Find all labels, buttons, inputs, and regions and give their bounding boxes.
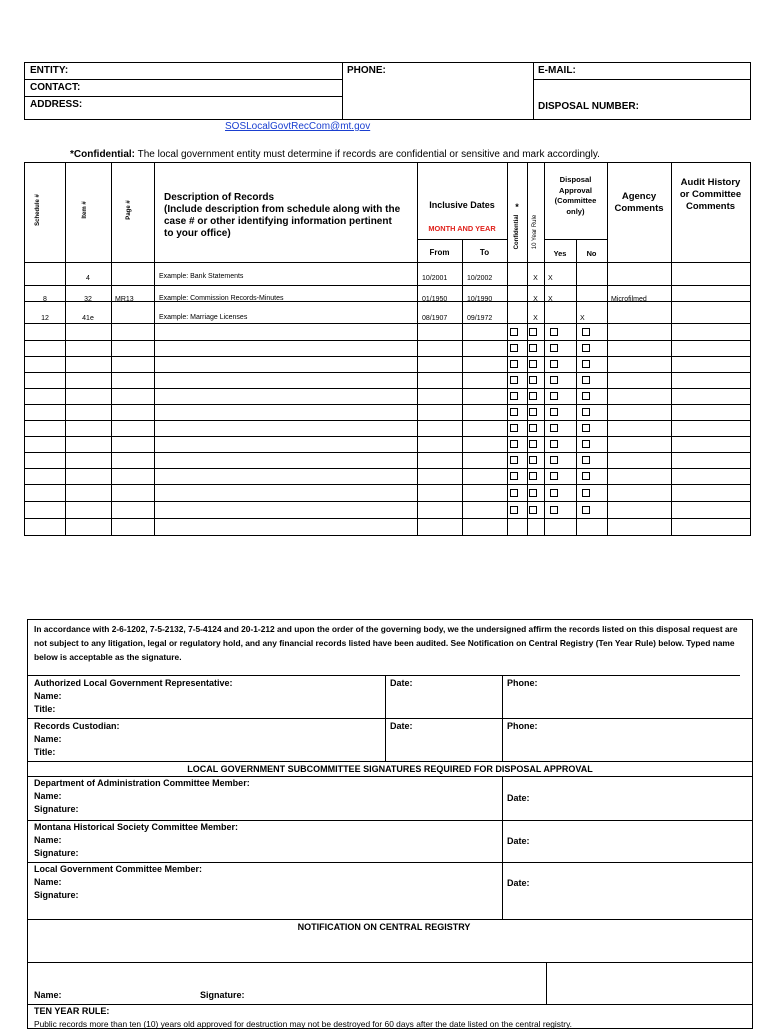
page-header: Page #: [126, 200, 132, 220]
mhs-name-label: Name:: [34, 835, 62, 845]
yes-checkbox[interactable]: [550, 456, 558, 464]
lg-name-label: Name:: [34, 877, 62, 887]
description-header-line3: case # or other identifying information pertinent: [164, 216, 392, 227]
no-checkbox[interactable]: [582, 408, 590, 416]
ten-year-rule-checkbox[interactable]: [529, 328, 537, 336]
disposal-number-label: DISPOSAL NUMBER:: [538, 101, 639, 112]
lg-signature-label: Signature:: [34, 890, 79, 900]
row-description: Example: Commission Records-Minutes: [159, 295, 284, 302]
row-to: 10/2002: [467, 275, 493, 282]
row-item: 4: [86, 275, 90, 282]
yes-header: Yes: [553, 249, 567, 258]
address-label: ADDRESS:: [30, 99, 83, 110]
mhs-label: Montana Historical Society Committee Member:: [34, 822, 239, 832]
rep-block: [34, 677, 233, 716]
confidential-checkbox[interactable]: [510, 424, 518, 432]
yes-checkbox[interactable]: [550, 489, 558, 497]
email-link[interactable]: SOSLocalGovtRecCom@mt.gov: [225, 121, 371, 132]
row-schedule: 12: [41, 315, 49, 322]
confidential-checkbox[interactable]: [510, 489, 518, 497]
yes-checkbox[interactable]: [550, 392, 558, 400]
description-header-line4: to your office): [164, 228, 231, 239]
row-page: MR13: [115, 296, 134, 303]
doa-label: Department of Administration Committee Member:: [34, 778, 250, 788]
ten-year-rule-checkbox[interactable]: [529, 506, 537, 514]
confidential-checkbox[interactable]: [510, 392, 518, 400]
yes-checkbox[interactable]: [550, 408, 558, 416]
ten-year-rule-checkbox[interactable]: [529, 489, 537, 497]
custodian-date-label: Date:: [390, 721, 413, 731]
cr-name-label: Name:: [34, 990, 62, 1000]
row-description: Example: Bank Statements: [159, 273, 244, 280]
to-header: To: [479, 248, 490, 257]
ten-year-rule-header: 10 Year Rule: [532, 214, 538, 250]
signature-section: [27, 619, 753, 1029]
from-header: From: [429, 248, 450, 257]
confidential-checkbox[interactable]: [510, 376, 518, 384]
audit-line1: Audit History: [680, 177, 741, 188]
row-yes: X: [548, 275, 553, 282]
custodian-name-label: Name:: [34, 734, 62, 744]
doa-date-label: Date:: [507, 793, 530, 803]
ten-year-rule-checkbox[interactable]: [529, 344, 537, 352]
confidential-star: *: [515, 202, 519, 212]
entity-info-table: [24, 62, 751, 120]
disposal-line2: Approval: [559, 185, 592, 195]
row-item: 41e: [82, 315, 94, 322]
audit-history-header: [671, 177, 750, 213]
no-checkbox[interactable]: [582, 440, 590, 448]
subcommittee-heading: LOCAL GOVERNMENT SUBCOMMITTEE SIGNATURES REQUIRED FOR DISPOSAL APPROVAL: [187, 764, 593, 774]
description-header-line1: Description of Records: [164, 192, 275, 203]
affirmation-text: In accordance with 2-6-1202, 7-5-2132, 7-5-4124 and 20-1-212 and upon the order of the governing body, we the undersigned affirm the records listed on this disposal request are not subject to any litigation, legal or regulatory hold, and any financial records listed have been audited. See Notification on Central Registry (Ten Year Rule) below. Typed name below is acceptable as the signature.: [34, 624, 738, 662]
yes-checkbox[interactable]: [550, 506, 558, 514]
no-checkbox[interactable]: [582, 456, 590, 464]
rep-name-label: Name:: [34, 691, 62, 701]
lg-date-label: Date:: [507, 878, 530, 888]
rep-date-label: Date:: [390, 678, 413, 688]
audit-line2: or Committee: [679, 189, 742, 200]
no-checkbox[interactable]: [582, 360, 590, 368]
row-no: X: [580, 315, 585, 322]
ten-year-rule-checkbox[interactable]: [529, 392, 537, 400]
ten-year-rule-checkbox[interactable]: [529, 424, 537, 432]
disposal-approval-header: [544, 175, 607, 217]
inclusive-dates-header: Inclusive Dates: [429, 200, 495, 210]
disposal-line1: Disposal: [559, 175, 592, 184]
confidential-checkbox[interactable]: [510, 408, 518, 416]
confidential-checkbox[interactable]: [510, 360, 518, 368]
no-checkbox[interactable]: [582, 392, 590, 400]
agency-line1: Agency: [621, 191, 657, 202]
email-label: E-MAIL:: [538, 65, 576, 76]
mhs-block: [34, 821, 238, 860]
schedule-header: Schedule #: [35, 194, 41, 226]
row-ten-year: X: [533, 275, 538, 282]
ten-year-rule-label: TEN YEAR RULE:: [34, 1006, 110, 1016]
confidential-checkbox[interactable]: [510, 472, 518, 480]
yes-checkbox[interactable]: [550, 440, 558, 448]
ten-year-rule-text: Public records more than ten (10) years old approved for destruction may not be destroyed for 60 days after the date listed on the central registry.: [34, 1019, 572, 1029]
row-from: 10/2001: [422, 275, 448, 282]
doa-block: [34, 777, 250, 816]
description-header: [164, 192, 400, 240]
lg-label: Local Government Committee Member:: [34, 864, 203, 874]
yes-checkbox[interactable]: [550, 376, 558, 384]
custodian-label: Records Custodian:: [34, 721, 120, 731]
confidential-checkbox[interactable]: [510, 456, 518, 464]
no-header: No: [586, 249, 597, 258]
row-to: 09/1972: [467, 315, 493, 322]
ten-year-rule-checkbox[interactable]: [529, 472, 537, 480]
confidential-checkbox[interactable]: [510, 440, 518, 448]
no-checkbox[interactable]: [582, 376, 590, 384]
yes-checkbox[interactable]: [550, 344, 558, 352]
ten-year-rule-checkbox[interactable]: [529, 408, 537, 416]
no-checkbox[interactable]: [582, 506, 590, 514]
records-table: [24, 162, 751, 536]
row-from: 08/1907: [422, 315, 448, 322]
no-checkbox[interactable]: [582, 472, 590, 480]
custodian-title-label: Title:: [34, 747, 56, 757]
no-checkbox[interactable]: [582, 424, 590, 432]
row-schedule: 8: [43, 296, 47, 303]
yes-checkbox[interactable]: [550, 360, 558, 368]
yes-checkbox[interactable]: [550, 472, 558, 480]
confidential-checkbox[interactable]: [510, 344, 518, 352]
rep-title-label: Title:: [34, 704, 56, 714]
ten-year-rule-checkbox[interactable]: [529, 360, 537, 368]
item-header: Item #: [82, 201, 88, 219]
disposal-line4: only): [566, 206, 585, 216]
row-from: 01/1950: [422, 296, 448, 303]
confidential-note: [70, 149, 600, 160]
doa-signature-label: Signature:: [34, 804, 79, 814]
row-agency: Microfilmed: [611, 296, 647, 303]
row-item: 32: [84, 296, 92, 303]
row-description: Example: Marriage Licenses: [159, 314, 248, 321]
mhs-date-label: Date:: [507, 836, 530, 846]
description-header-line2: (Include description from schedule along with the: [164, 204, 401, 215]
confidential-header: Confidential: [514, 214, 520, 250]
entity-label: ENTITY:: [30, 65, 69, 76]
agency-line2: Comments: [614, 203, 664, 214]
mhs-signature-label: Signature:: [34, 848, 79, 858]
cr-signature-label: Signature:: [200, 990, 245, 1000]
rep-phone-label: Phone:: [507, 678, 538, 688]
row-ten-year: X: [533, 296, 538, 303]
row-yes: X: [548, 296, 553, 303]
lg-block: [34, 863, 202, 902]
contact-label: CONTACT:: [30, 82, 81, 93]
doa-name-label: Name:: [34, 791, 62, 801]
central-registry-heading: NOTIFICATION ON CENTRAL REGISTRY: [297, 922, 471, 932]
yes-checkbox[interactable]: [550, 424, 558, 432]
audit-line3: Comments: [685, 201, 736, 212]
confidential-checkbox[interactable]: [510, 506, 518, 514]
rep-label: Authorized Local Government Representative:: [34, 678, 233, 688]
phone-label: PHONE:: [347, 65, 386, 76]
disposal-line3: (Committee: [554, 196, 597, 205]
custodian-phone-label: Phone:: [507, 721, 538, 731]
month-and-year-header: MONTH AND YEAR: [428, 224, 496, 233]
no-checkbox[interactable]: [582, 344, 590, 352]
confidential-checkbox[interactable]: [510, 328, 518, 336]
no-checkbox[interactable]: [582, 489, 590, 497]
yes-checkbox[interactable]: [550, 328, 558, 336]
row-ten-year: X: [533, 315, 538, 322]
agency-comments-header: [607, 191, 671, 215]
confidential-note-text: The local government entity must determine if records are confidential or sensitive and mark accordingly.: [135, 149, 600, 160]
ten-year-rule-checkbox[interactable]: [529, 376, 537, 384]
custodian-block: [34, 720, 120, 759]
confidential-note-label: *Confidential:: [70, 149, 135, 160]
ten-year-rule-checkbox[interactable]: [529, 456, 537, 464]
ten-year-rule-checkbox[interactable]: [529, 440, 537, 448]
no-checkbox[interactable]: [582, 328, 590, 336]
row-to: 10/1990: [467, 296, 493, 303]
